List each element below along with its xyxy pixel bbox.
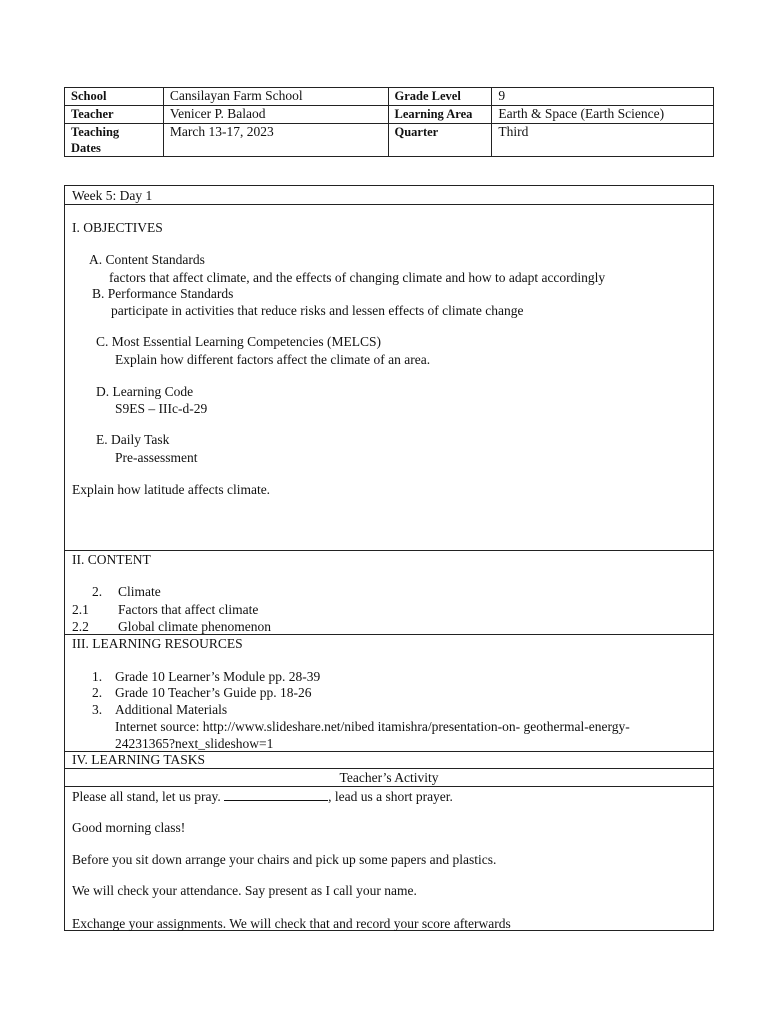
teacher-activity-header: Teacher’s Activity (339, 770, 439, 785)
teacher-value: Venicer P. Balaod (163, 106, 388, 124)
divider (65, 634, 713, 635)
school-value: Cansilayan Farm School (163, 88, 388, 106)
daily-task-label: E. Daily Task (96, 432, 170, 447)
prayer-instruction (72, 789, 453, 805)
teaching-dates-label (65, 124, 164, 157)
melcs-label: C. Most Essential Learning Competencies (MELCS) (96, 334, 381, 349)
quarter-value: Third (492, 124, 714, 157)
tasks-heading: IV. LEARNING TASKS (72, 752, 206, 767)
objective-question: Explain how latitude affects climate. (72, 482, 271, 497)
grade-level-label: Grade Level (388, 88, 492, 106)
divider (65, 204, 713, 205)
internet-source-line: Internet source: http://www.slideshare.net/nibed itamishra/presentation-on- geothermal-energy- (115, 719, 630, 734)
resource-number: 3. (92, 702, 103, 717)
school-label: School (65, 88, 164, 106)
learning-code-text: S9ES – IIIc-d-29 (115, 401, 208, 416)
resource-text: Additional Materials (115, 702, 228, 717)
melcs-text: Explain how different factors affect the climate of an area. (115, 352, 431, 367)
divider (65, 786, 713, 787)
daily-task-text: Pre-assessment (115, 450, 198, 465)
divider (65, 550, 713, 551)
performance-standards-label: B. Performance Standards (92, 286, 234, 301)
objectives-heading: I. OBJECTIVES (72, 220, 163, 235)
resource-text: Grade 10 Teacher’s Guide pp. 18-26 (115, 685, 312, 700)
content-subitem-text: Global climate phenomenon (118, 619, 271, 634)
learning-area-label: Learning Area (388, 106, 492, 124)
assignments-instruction: Exchange your assignments. We will check that and record your score afterwards (72, 916, 511, 931)
performance-standards-text: participate in activities that reduce risks and lessen effects of climate change (111, 303, 524, 318)
prayer-text-after: , lead us a short prayer. (328, 789, 453, 804)
week-day-label: Week 5: Day 1 (72, 188, 153, 203)
teaching-dates-label-line1: Teaching (71, 125, 120, 139)
resource-number: 2. (92, 685, 103, 700)
resource-number: 1. (92, 669, 103, 684)
arrange-instruction: Before you sit down arrange your chairs and pick up some papers and plastics. (72, 852, 497, 867)
content-standards-label: A. Content Standards (89, 252, 205, 267)
teaching-dates-label-line2: Dates (71, 141, 101, 155)
content-item-number: 2. (92, 584, 103, 599)
divider (65, 768, 713, 769)
greeting-text: Good morning class! (72, 820, 186, 835)
content-standards-text: factors that affect climate, and the effects of changing climate and how to adapt accordingly (109, 270, 606, 285)
name-blank-line (224, 789, 328, 801)
content-item-text: Climate (118, 584, 161, 599)
lesson-info-table (64, 87, 714, 157)
internet-source-line: 24231365?next_slideshow=1 (115, 736, 274, 751)
content-subitem-text: Factors that affect climate (118, 602, 259, 617)
learning-area-value: Earth & Space (Earth Science) (492, 106, 714, 124)
resources-heading: III. LEARNING RESOURCES (72, 636, 243, 651)
prayer-text-before: Please all stand, let us pray. (72, 789, 221, 804)
lesson-plan-body (64, 185, 714, 931)
teaching-dates-value: March 13-17, 2023 (163, 124, 388, 157)
content-subitem-number: 2.1 (72, 602, 89, 617)
teacher-label: Teacher (65, 106, 164, 124)
content-heading: II. CONTENT (72, 552, 151, 567)
attendance-instruction: We will check your attendance. Say present as I call your name. (72, 883, 417, 898)
resource-text: Grade 10 Learner’s Module pp. 28-39 (115, 669, 321, 684)
grade-level-value: 9 (492, 88, 714, 106)
quarter-label: Quarter (388, 124, 492, 157)
content-subitem-number: 2.2 (72, 619, 89, 634)
learning-code-label: D. Learning Code (96, 384, 194, 399)
